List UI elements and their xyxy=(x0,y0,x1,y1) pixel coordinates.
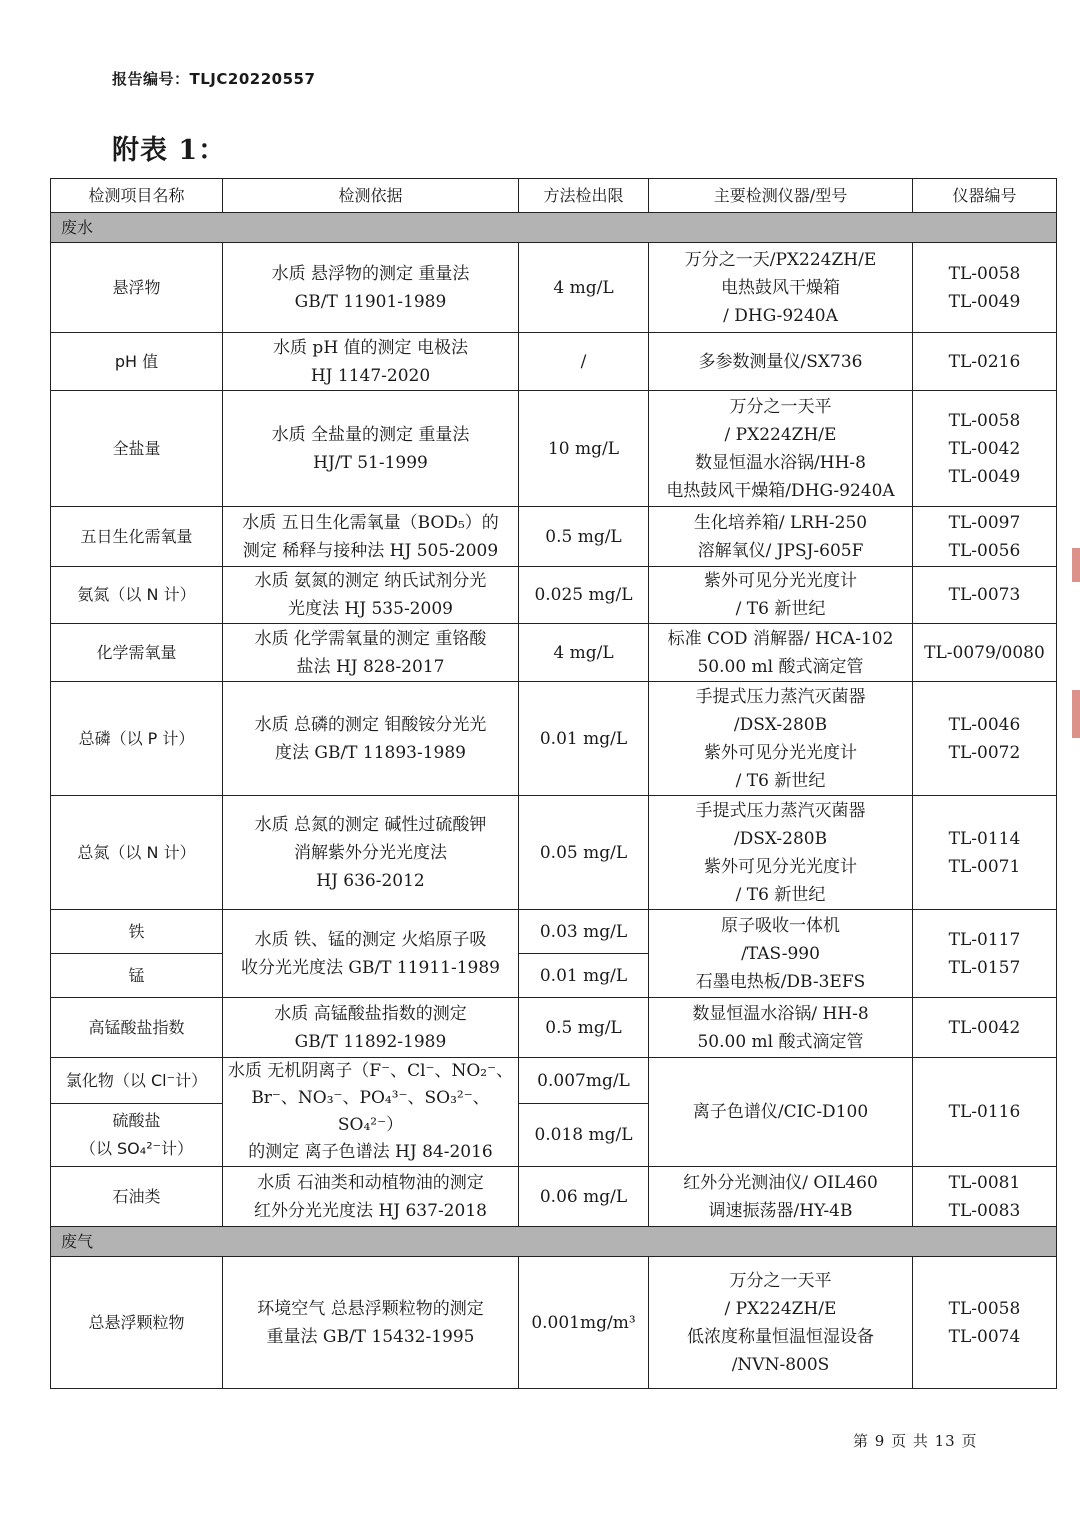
item-name: 铁 xyxy=(51,910,223,954)
detection-limit: 0.01 mg/L xyxy=(519,682,649,796)
detection-limit: 4 mg/L xyxy=(519,624,649,682)
detection-limit: 0.01 mg/L xyxy=(519,954,649,998)
item-name: 五日生化需氧量 xyxy=(51,507,223,567)
table-row xyxy=(51,682,1057,796)
instrument-id: TL-0046 TL-0072 xyxy=(913,682,1057,796)
item-name: 化学需氧量 xyxy=(51,624,223,682)
detection-limit: 0.018 mg/L xyxy=(519,1104,649,1167)
column-header: 仪器编号 xyxy=(913,179,1057,213)
detection-limit: 0.5 mg/L xyxy=(519,998,649,1058)
section-label-wastewater: 废水 xyxy=(51,213,1057,243)
method-basis: 水质 悬浮物的测定 重量法 GB/T 11901-1989 xyxy=(223,243,519,333)
method-basis: 水质 无机阴离子（F⁻、Cl⁻、NO₂⁻、 Br⁻、NO₃⁻、PO₄³⁻、SO₃²⁻、SO₄²⁻） 的测定 离子色谱法 HJ 84-2016 xyxy=(223,1058,519,1167)
instrument-id: TL-0116 xyxy=(913,1058,1057,1167)
section-label-waste-gas: 废气 xyxy=(51,1227,1057,1257)
column-header: 检测依据 xyxy=(223,179,519,213)
instrument-id: TL-0114 TL-0071 xyxy=(913,796,1057,910)
item-name: 总悬浮颗粒物 xyxy=(51,1257,223,1389)
table-row xyxy=(51,624,1057,682)
instrument-model: 多参数测量仪/SX736 xyxy=(649,333,913,391)
column-header: 主要检测仪器/型号 xyxy=(649,179,913,213)
method-basis: 水质 总磷的测定 钼酸铵分光光 度法 GB/T 11893-1989 xyxy=(223,682,519,796)
report-number: 报告编号：TLJC20220557 xyxy=(112,70,316,88)
instrument-id: TL-0042 xyxy=(913,998,1057,1058)
instrument-model: 手提式压力蒸汽灭菌器 /DSX-280B 紫外可见分光光度计 / T6 新世纪 xyxy=(649,796,913,910)
instrument-model: 离子色谱仪/CIC-D100 xyxy=(649,1058,913,1167)
table-row xyxy=(51,910,1057,954)
instrument-model: 数显恒温水浴锅/ HH-8 50.00 ml 酸式滴定管 xyxy=(649,998,913,1058)
table-row xyxy=(51,391,1057,507)
seal-edge-mark xyxy=(1072,690,1080,738)
instrument-model: 万分之一天平 / PX224ZH/E 数显恒温水浴锅/HH-8 电热鼓风干燥箱/DHG-9240A xyxy=(649,391,913,507)
method-basis: 水质 氨氮的测定 纳氏试剂分光 光度法 HJ 535-2009 xyxy=(223,567,519,624)
instrument-id: TL-0216 xyxy=(913,333,1057,391)
table-row xyxy=(51,567,1057,624)
table-row xyxy=(51,243,1057,333)
method-basis: 水质 高锰酸盐指数的测定 GB/T 11892-1989 xyxy=(223,998,519,1058)
detection-methods-table xyxy=(50,178,1057,1389)
instrument-model: 生化培养箱/ LRH-250 溶解氧仪/ JPSJ-605F xyxy=(649,507,913,567)
table-row xyxy=(51,507,1057,567)
method-basis: 环境空气 总悬浮颗粒物的测定 重量法 GB/T 15432-1995 xyxy=(223,1257,519,1389)
instrument-model: 万分之一天/PX224ZH/E 电热鼓风干燥箱 / DHG-9240A xyxy=(649,243,913,333)
detection-limit: 10 mg/L xyxy=(519,391,649,507)
item-name: 氨氮（以 N 计） xyxy=(51,567,223,624)
method-basis: 水质 总氮的测定 碱性过硫酸钾 消解紫外分光光度法 HJ 636-2012 xyxy=(223,796,519,910)
item-name: 全盐量 xyxy=(51,391,223,507)
detection-limit: 0.007mg/L xyxy=(519,1058,649,1104)
annex-title: 附表 1： xyxy=(112,135,227,166)
detection-limit: 0.03 mg/L xyxy=(519,910,649,954)
instrument-id: TL-0073 xyxy=(913,567,1057,624)
table-row xyxy=(51,1167,1057,1227)
item-name: pH 值 xyxy=(51,333,223,391)
instrument-id: TL-0081 TL-0083 xyxy=(913,1167,1057,1227)
item-name: 悬浮物 xyxy=(51,243,223,333)
instrument-model: 红外分光测油仪/ OIL460 调速振荡器/HY-4B xyxy=(649,1167,913,1227)
table-header-row xyxy=(51,179,1057,213)
table-row xyxy=(51,333,1057,391)
detection-limit: 4 mg/L xyxy=(519,243,649,333)
detection-limit: 0.05 mg/L xyxy=(519,796,649,910)
method-basis: 水质 化学需氧量的测定 重铬酸 盐法 HJ 828-2017 xyxy=(223,624,519,682)
item-name: 氯化物（以 Cl⁻计） xyxy=(51,1058,223,1104)
item-name: 硫酸盐 （以 SO₄²⁻计） xyxy=(51,1104,223,1167)
table-row xyxy=(51,796,1057,910)
instrument-model: 原子吸收一体机 /TAS-990 石墨电热板/DB-3EFS xyxy=(649,910,913,998)
instrument-model: 紫外可见分光光度计 / T6 新世纪 xyxy=(649,567,913,624)
item-name: 锰 xyxy=(51,954,223,998)
instrument-model: 万分之一天平 / PX224ZH/E 低浓度称量恒温恒湿设备 /NVN-800S xyxy=(649,1257,913,1389)
seal-edge-mark xyxy=(1072,548,1080,582)
instrument-id: TL-0079/0080 xyxy=(913,624,1057,682)
detection-limit: 0.5 mg/L xyxy=(519,507,649,567)
section-row xyxy=(51,1227,1057,1257)
method-basis: 水质 石油类和动植物油的测定 红外分光光度法 HJ 637-2018 xyxy=(223,1167,519,1227)
item-name: 总氮（以 N 计） xyxy=(51,796,223,910)
detection-limit: 0.001mg/m³ xyxy=(519,1257,649,1389)
column-header: 方法检出限 xyxy=(519,179,649,213)
item-name: 总磷（以 P 计） xyxy=(51,682,223,796)
method-basis: 水质 铁、锰的测定 火焰原子吸 收分光光度法 GB/T 11911-1989 xyxy=(223,910,519,998)
detection-limit: 0.06 mg/L xyxy=(519,1167,649,1227)
table-row xyxy=(51,1058,1057,1104)
instrument-model: 手提式压力蒸汽灭菌器 /DSX-280B 紫外可见分光光度计 / T6 新世纪 xyxy=(649,682,913,796)
instrument-id: TL-0117 TL-0157 xyxy=(913,910,1057,998)
instrument-id: TL-0058 TL-0074 xyxy=(913,1257,1057,1389)
table-row xyxy=(51,998,1057,1058)
section-row xyxy=(51,213,1057,243)
instrument-model: 标准 COD 消解器/ HCA-102 50.00 ml 酸式滴定管 xyxy=(649,624,913,682)
instrument-id: TL-0058 TL-0042 TL-0049 xyxy=(913,391,1057,507)
detection-limit: 0.025 mg/L xyxy=(519,567,649,624)
item-name: 石油类 xyxy=(51,1167,223,1227)
method-basis: 水质 五日生化需氧量（BOD₅）的 测定 稀释与接种法 HJ 505-2009 xyxy=(223,507,519,567)
method-basis: 水质 全盐量的测定 重量法 HJ/T 51-1999 xyxy=(223,391,519,507)
instrument-id: TL-0058 TL-0049 xyxy=(913,243,1057,333)
column-header: 检测项目名称 xyxy=(51,179,223,213)
detection-limit: / xyxy=(519,333,649,391)
item-name: 高锰酸盐指数 xyxy=(51,998,223,1058)
method-basis: 水质 pH 值的测定 电极法 HJ 1147-2020 xyxy=(223,333,519,391)
table-row xyxy=(51,1257,1057,1389)
page-number: 第 9 页 共 13 页 xyxy=(853,1432,978,1450)
instrument-id: TL-0097 TL-0056 xyxy=(913,507,1057,567)
